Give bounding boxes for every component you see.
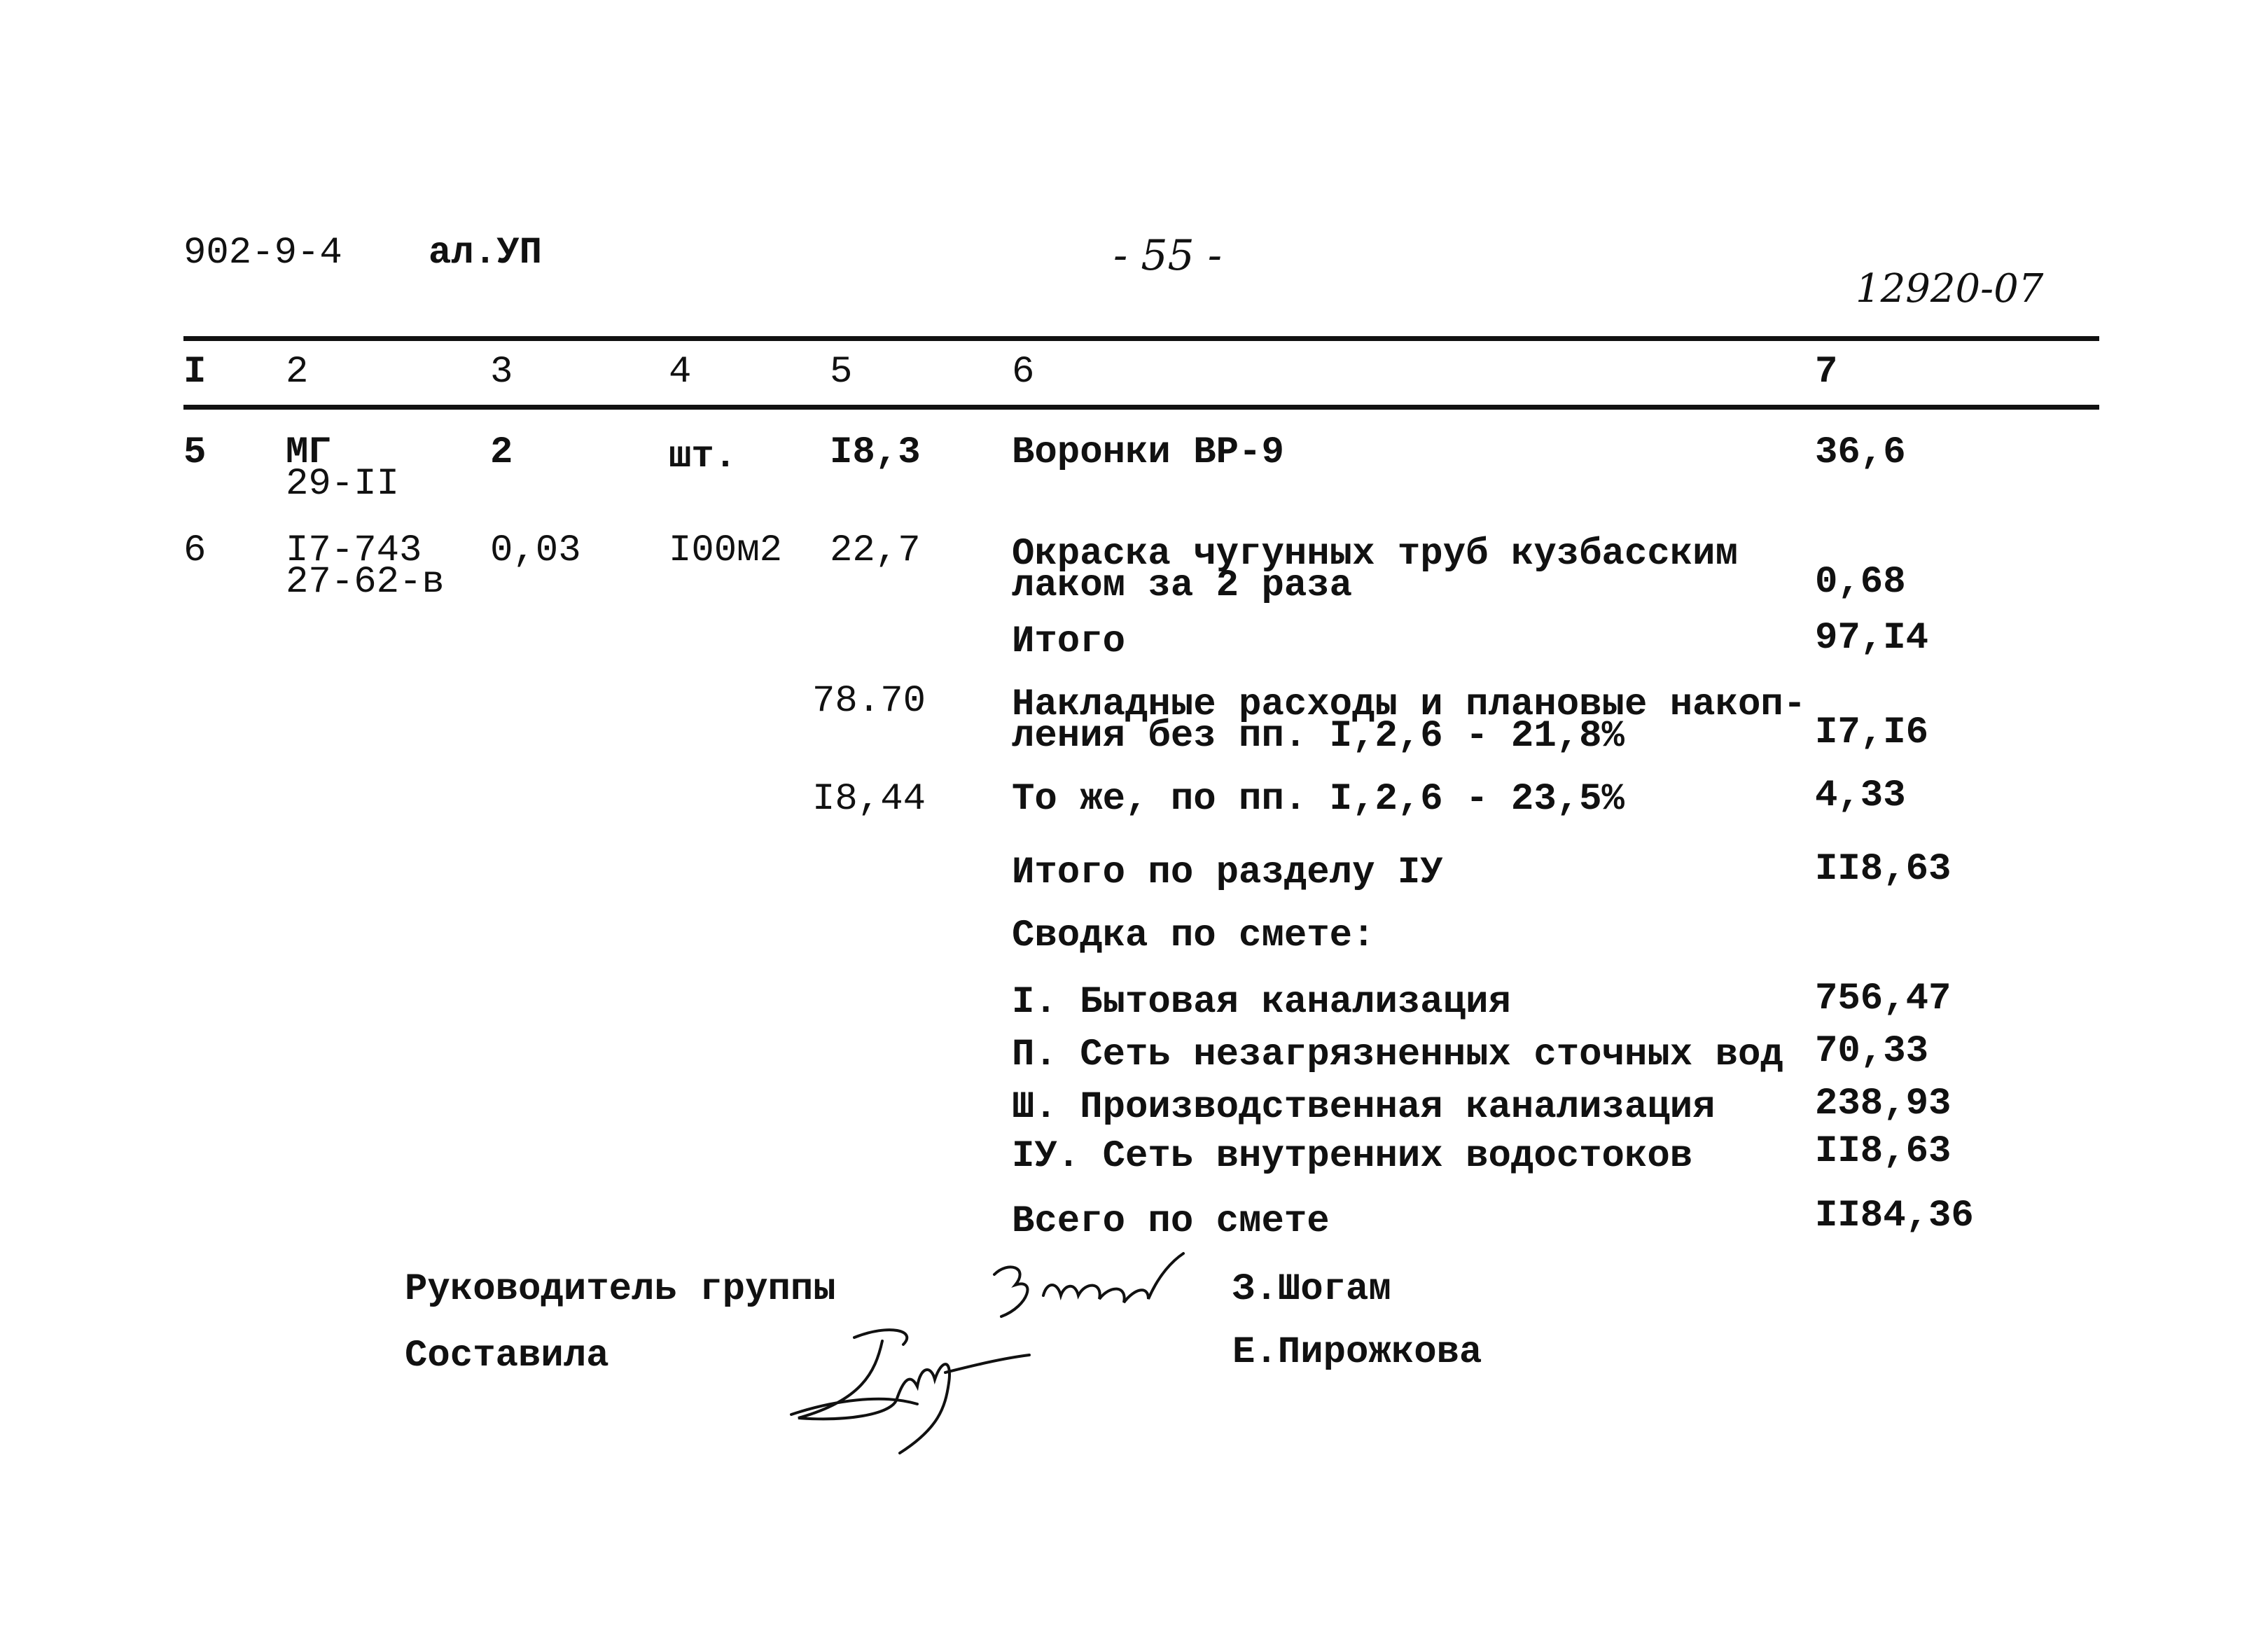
summary-item-value: 756,47 <box>1815 978 1952 1020</box>
header-rule-top <box>183 336 2099 341</box>
grand-total-value: II84,36 <box>1815 1195 1974 1237</box>
summary-item-label: IУ. Сеть внутренних водостоков <box>1012 1135 1693 1178</box>
overhead2-label: То же, по пп. I,2,6 - 23,5% <box>1012 778 1625 821</box>
section-total-value: II8,63 <box>1815 848 1952 891</box>
signature-name: Е.Пирожкова <box>1232 1331 1482 1374</box>
column-header-4: 4 <box>669 351 692 394</box>
row-code: 29-II <box>286 463 400 506</box>
row-code: I7-743 <box>286 529 422 572</box>
row-total: 0,68 <box>1815 561 1906 604</box>
overhead-label: Накладные расходы и плановые накоп- <box>1012 683 1807 726</box>
row-unit: I00м2 <box>669 529 783 572</box>
overhead-value: I7,I6 <box>1815 711 1929 754</box>
handwritten-signature-pirozhkova <box>777 1316 1043 1457</box>
overhead-label: ления без пп. I,2,6 - 21,8% <box>1012 715 1625 758</box>
row-description: Окраска чугунных труб кузбасским <box>1012 533 1738 576</box>
doc-code: 902-9-4 <box>183 232 342 275</box>
album-label: ал.УП <box>429 232 543 275</box>
column-header-5: 5 <box>830 351 853 394</box>
row-price: 22,7 <box>830 529 921 572</box>
row-qty: 0,03 <box>490 529 581 572</box>
column-header-6: 6 <box>1012 351 1035 394</box>
row-number: 6 <box>183 529 207 572</box>
section-total-label: Итого по разделу IУ <box>1012 852 1443 894</box>
column-header-2: 2 <box>286 351 309 394</box>
overhead2-value: 4,33 <box>1815 774 1906 817</box>
row-price: I8,3 <box>830 431 921 474</box>
subtotal-value: 97,I4 <box>1815 617 1929 660</box>
page-number: - 55 - <box>1113 231 1223 280</box>
row-total: 36,6 <box>1815 431 1906 474</box>
row-code: МГ <box>286 431 331 474</box>
column-header-7: 7 <box>1815 351 1838 394</box>
row-description: Воронки ВР-9 <box>1012 431 1284 474</box>
row-number: 5 <box>183 431 207 474</box>
row-unit: шт. <box>669 436 737 478</box>
summary-item-label: Ш. Производственная канализация <box>1012 1086 1716 1129</box>
row-code: 27-62-в <box>286 561 445 604</box>
summary-item-label: П. Сеть незагрязненных сточных вод <box>1012 1034 1783 1076</box>
signature-role: Составила <box>405 1335 609 1377</box>
summary-title: Сводка по смете: <box>1012 915 1375 957</box>
summary-item-label: I. Бытовая канализация <box>1012 981 1511 1024</box>
grand-total-label: Всего по смете <box>1012 1200 1330 1243</box>
inventory-number: 12920-07 <box>1856 266 2044 312</box>
row-description: лаком за 2 раза <box>1012 564 1353 607</box>
summary-item-value: II8,63 <box>1815 1130 1952 1173</box>
column-header-1: I <box>183 351 207 394</box>
subtotal-label: Итого <box>1012 620 1126 663</box>
summary-item-value: 238,93 <box>1815 1083 1952 1125</box>
column-header-3: 3 <box>490 351 513 394</box>
signature-role: Руководитель группы <box>405 1268 836 1311</box>
header-rule-bottom <box>183 405 2099 410</box>
overhead2-base: I8,44 <box>812 778 926 821</box>
summary-item-value: 70,33 <box>1815 1030 1929 1073</box>
row-qty: 2 <box>490 431 513 474</box>
signature-name: З.Шогам <box>1232 1268 1391 1311</box>
overhead-base: 78.70 <box>812 680 926 723</box>
